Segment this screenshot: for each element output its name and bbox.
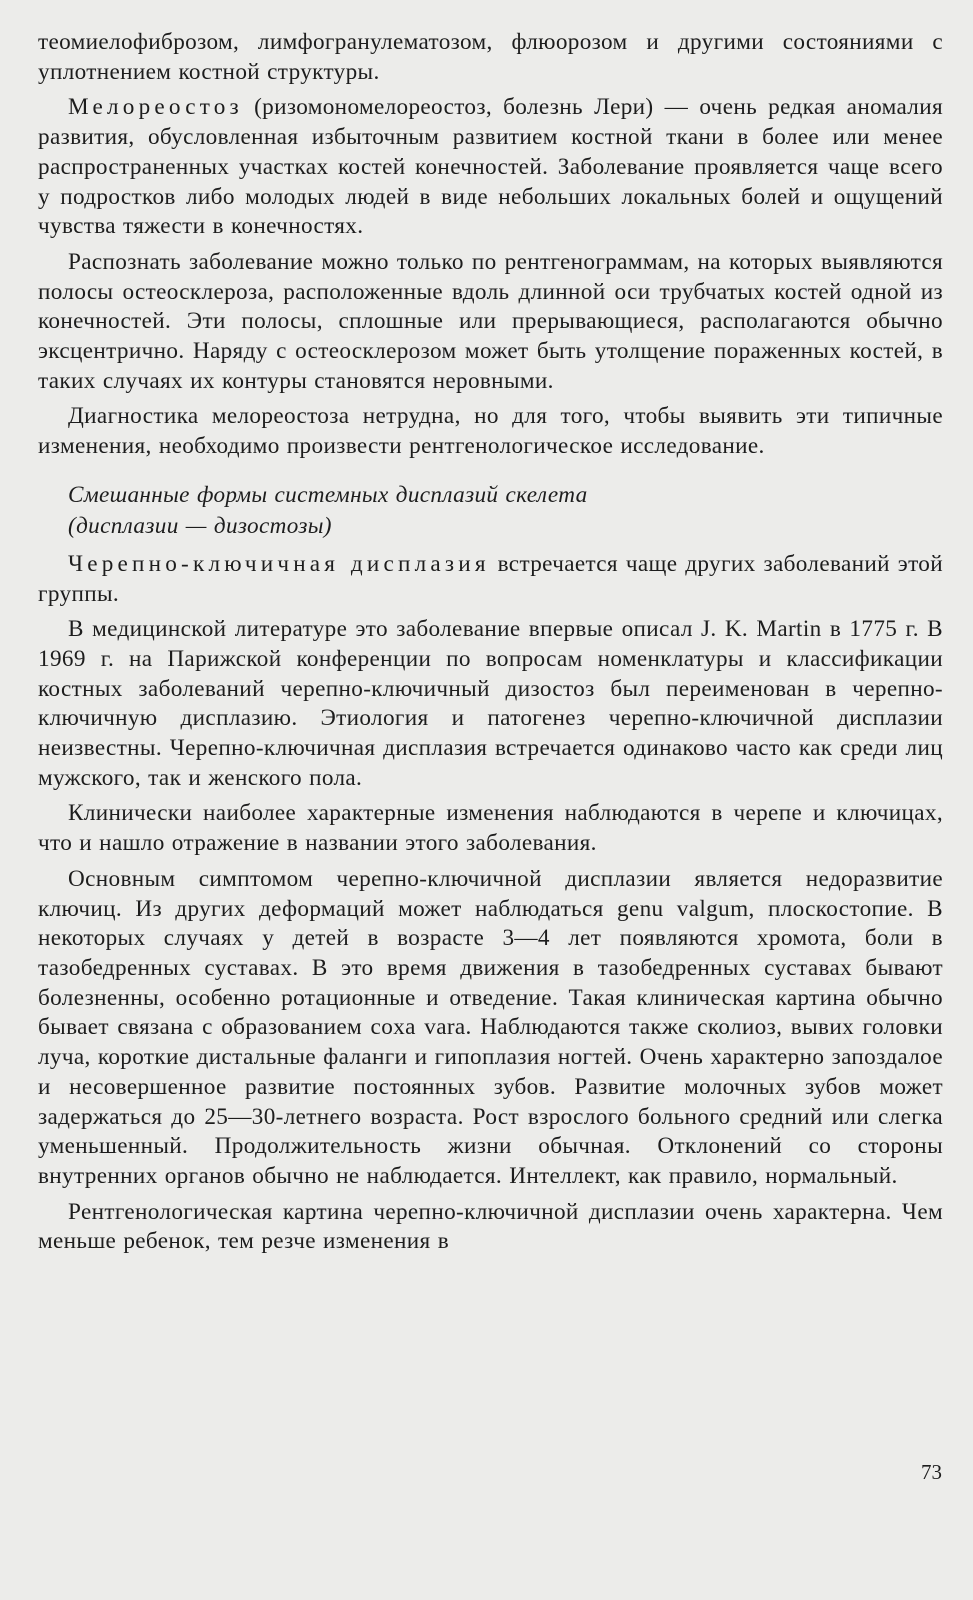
page-number: 73 [921, 1460, 942, 1484]
term-melorheostosis: Мелореостоз [68, 94, 243, 121]
paragraph-symptoms: Основным симптомом черепно-ключичной дисплазии является недоразвитие ключиц. Из других деформаций может наблюдаться genu valgum, плоскостопие. В некоторых случаях у детей в возрасте 3—4 лет появляются хромота, боли в тазобедренных суставах. В это время движения в тазобедренных суставах бывают болезненны, особенно ротационные и отведение. Такая клиническая картина обычно бывает связана с образованием coxa vara. Наблюдаются также сколиоз, вывих головки луча, короткие дистальные фаланги и гипоплазия ногтей. Очень характерно запоздалое и несовершенное развитие постоянных зубов. Развитие молочных зубов может задержаться до 25—30-летнего возраста. Рост взрослого больного средний или слегка уменьшенный. Продолжительность жизни обычная. Отклонений со стороны внутренних органов обычно не наблюдается. Интеллект, как правило, нормальный. [38, 865, 943, 1189]
paragraph-history: В медицинской литературе это заболевание впервые описал J. K. Martin в 1775 г. В 1969 г. на Парижской конференции по вопросам номенклатуры и классификации костных заболеваний черепно-ключичный дизостоз был переименован в черепно-ключичную дисплазию. Этиология и патогенез черепно-ключичной дисплазии неизвестны. Черепно-ключичная дисплазия встречается одинаково часто как среди лиц мужского, так и женского пола. [38, 616, 943, 791]
paragraph-melorheostosis-text: (ризомономелореостоз, болезнь Лери) — очень редкая аномалия развития, обусловленная избыточным развитием костной ткани в более или менее распространенных участках костей конечностей. Заболевание проявляется чаще всего у подростков либо молодых людей в виде небольших локальных болей и ощущений чувства тяжести в конечностях. [38, 94, 943, 240]
paragraph-diagnostics: Диагностика мелореостоза нетрудна, но для того, чтобы выявить эти типичные изменения, необходимо произвести рентгенологическое исследование. [38, 403, 943, 460]
paragraph-melorheostosis [38, 93, 943, 242]
term-cleidocranial: Черепно-ключичная дисплазия [68, 550, 490, 577]
section-heading-line2: (дисплазии — дизостозы) [68, 512, 332, 539]
paragraph-xray-picture: Рентгенологическая картина черепно-ключичной дисплазии очень характерна. Чем меньше ребенок, тем резче изменения в [38, 1198, 943, 1255]
paragraph-radiography: Распознать заболевание можно только по рентгенограммам, на которых выявляются полосы остеосклероза, расположенные вдоль длинной оси трубчатых костей одной из конечностей. Эти полосы, сплошные или прерывающиеся, располагаются обычно эксцентрично. Наряду с остеосклерозом может быть утолщение пораженных костей, в таких случаях их контуры становятся неровными. [38, 248, 943, 394]
section-heading [38, 480, 943, 542]
page-body [38, 28, 943, 1263]
paragraph-cleidocranial-intro-text: встречается чаще других заболеваний этой группы. [38, 550, 943, 607]
paragraph-clinical: Клинически наиболее характерные изменения наблюдаются в черепе и ключицах, что и нашло отражение в названии этого заболевания. [38, 800, 943, 857]
section-heading-line1: Смешанные формы системных дисплазий скелета [68, 481, 588, 508]
paragraph-continuation: теомиелофиброзом, лимфогранулематозом, флюорозом и другими состояниями с уплотнением костной структуры. [38, 29, 943, 85]
paragraph-cleidocranial-intro [38, 550, 943, 609]
